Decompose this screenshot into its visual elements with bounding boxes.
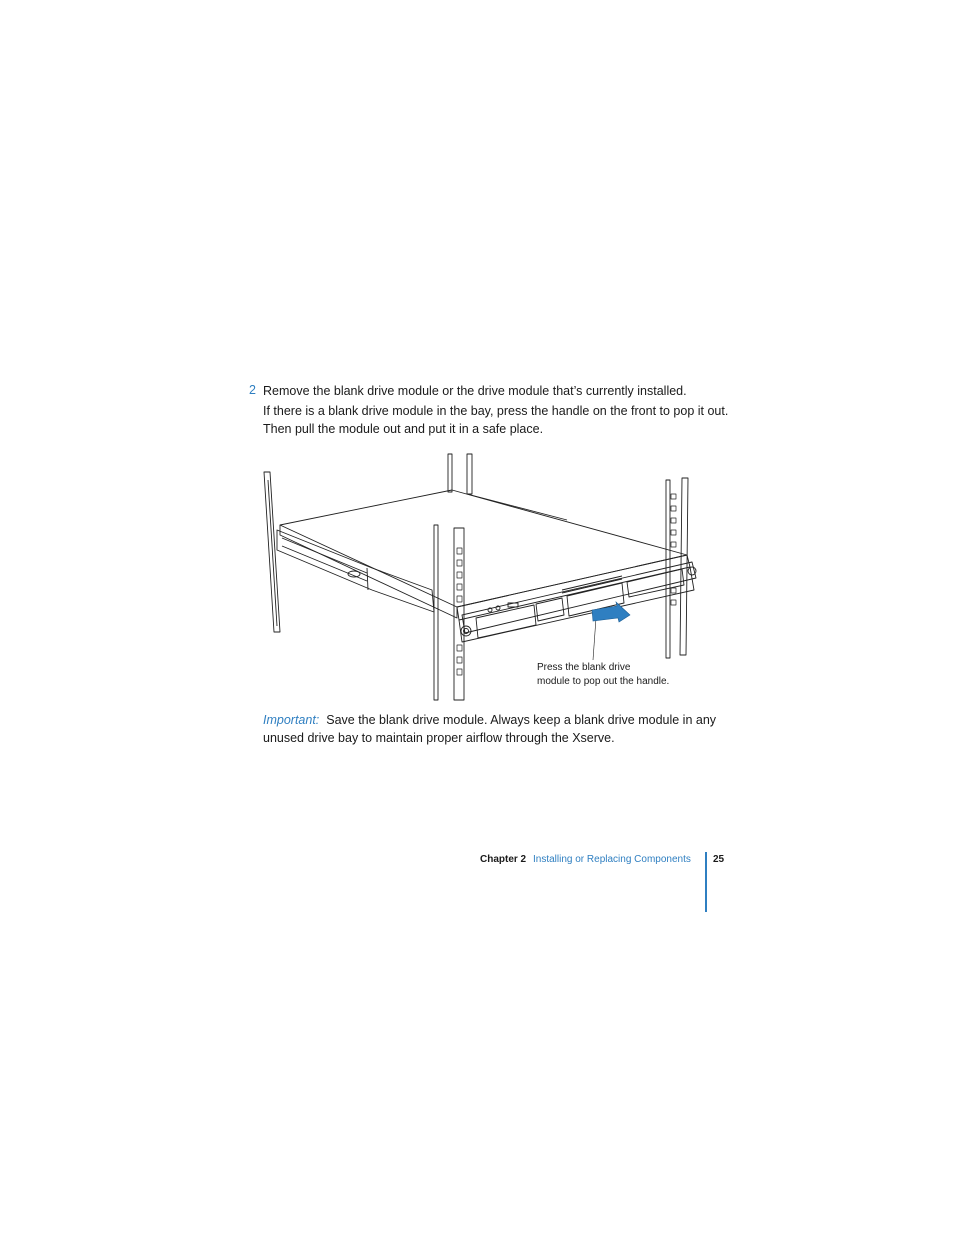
note-label: Important: bbox=[263, 713, 320, 727]
footer-divider bbox=[705, 852, 707, 912]
step-body bbox=[263, 403, 729, 438]
step-body-line: Then pull the module out and put it in a safe place. bbox=[263, 421, 544, 436]
important-note bbox=[263, 712, 717, 747]
callout-line: module to pop out the handle. bbox=[537, 676, 670, 687]
page-number: 25 bbox=[713, 854, 725, 865]
note-line-1 bbox=[263, 712, 717, 730]
figure-callout bbox=[537, 661, 669, 689]
step-body-line: If there is a blank drive module in the bay, press the handle on the front to pop it out. bbox=[263, 404, 729, 418]
callout-line: Press the blank drive bbox=[537, 662, 631, 673]
step-number: 2 bbox=[249, 383, 256, 397]
footer-chapter: Chapter 2 bbox=[480, 854, 527, 865]
step-title: Remove the blank drive module or the drive module that’s currently installed. bbox=[263, 384, 687, 398]
note-line-2: unused drive bay to maintain proper airflow through the Xserve. bbox=[263, 730, 615, 745]
footer-chapter-title: Installing or Replacing Components bbox=[533, 854, 691, 865]
pull-arrow bbox=[592, 602, 630, 622]
note-text: Save the blank drive module. Always keep a blank drive module in any bbox=[326, 713, 717, 727]
